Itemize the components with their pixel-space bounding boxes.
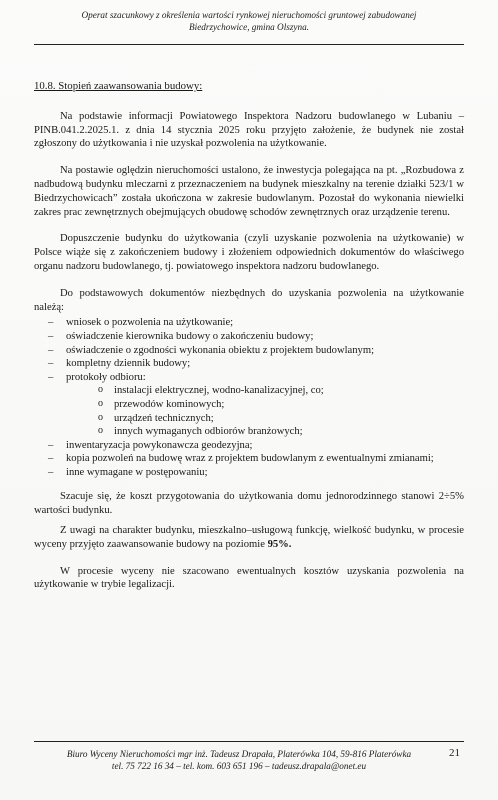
paragraph-7: W procesie wyceny nie szacowano ewentualnych kosztów uzyskania pozwolenia na użytkowanie w trybie legalizacji. xyxy=(34,565,464,591)
documents-list xyxy=(34,316,464,479)
list-item: – wniosek o pozwolenia na użytkowanie; xyxy=(48,316,464,330)
list-item: – oświadczenie kierownika budowy o zakończeniu budowy; xyxy=(48,330,464,344)
list-item: – kopia pozwoleń na budowę wraz z projektem budowlanym z ewentualnymi zmianami; xyxy=(48,452,464,466)
list-item xyxy=(48,371,464,439)
section-title: 10.8. Stopień zaawansowania budowy: xyxy=(34,80,203,92)
paragraph-1: Na podstawie informacji Powiatowego Inspektora Nadzoru budowlanego w Lubaniu – PINB.041.2.2025.1. z dnia 14 stycznia 2025 roku przyjęto założenie, że budynek nie został zgłoszony do użytkowania i nie uzyskał pozwolenia na użytkowanie. xyxy=(34,110,464,150)
header-line-2: Biedrzychowice, gmina Olszyna. xyxy=(189,21,309,32)
list-item: – oświadczenie o zgodności wykonania obiektu z projektem budowlanym; xyxy=(48,344,464,358)
list-item: – kompletny dziennik budowy; xyxy=(48,357,464,371)
header-divider xyxy=(34,44,464,45)
sub-list-item: o przewodów kominowych; xyxy=(98,398,464,412)
page-footer xyxy=(40,749,438,772)
footer-line-1: Biuro Wyceny Nieruchomości mgr inż. Tadeusz Drapała, Platerówka 104, 59-816 Platerówka xyxy=(66,749,412,759)
paragraph-4: Do podstawowych dokumentów niezbędnych do uzyskania pozwolenia na użytkowanie należą: xyxy=(34,287,464,313)
paragraph-5: Szacuje się, że koszt przygotowania do użytkowania domu jednorodzinnego stanowi 2÷5% wartości budynku. xyxy=(34,491,464,517)
sub-list-item: o instalacji elektrycznej, wodno-kanalizacyjnej, co; xyxy=(98,384,464,398)
header-line-1: Operat szacunkowy z określenia wartości rynkowej nieruchomości gruntowej zabudowanej xyxy=(81,10,417,20)
footer-line-2: tel. 75 722 16 34 – tel. kom. 603 651 196 – tadeusz.drapala@onet.eu xyxy=(111,760,367,771)
list-item: – inwentaryzacja powykonawcza geodezyjna; xyxy=(48,439,464,453)
paragraph-3: Dopuszczenie budynku do użytkowania (czyli uzyskanie pozwolenia na użytkowanie) w Polsce wiąże się z zakończeniem budowy i złożeniem odpowiednich dokumentów do właściwego organu nadzoru budowlanego, tj. powiatowego inspektora nadzoru budowlanego. xyxy=(34,233,464,272)
list-item-label: protokoły odbioru: xyxy=(66,371,146,383)
page-content xyxy=(34,80,464,605)
sub-list-item: o innych wymaganych odbiorów branżowych; xyxy=(98,425,464,439)
sub-list-item: o urządzeń technicznych; xyxy=(98,412,464,426)
paragraph-6-text: Z uwagi na charakter budynku, mieszkalno–usługową funkcję, wielkość budynku, w procesie wyceny przyjęto zaawansowanie budowy na poziomie xyxy=(34,525,464,550)
paragraph-2: Na postawie oględzin nieruchomości ustalono, że inwestycja polegająca na pt. „Rozbudowa z nadbudową budynku mleczarni z przeznaczeniem na budynek mieszkalny na terenie działki 523/1 w Biedrzychowicach” została ukończona w zakresie budowlanym. Pozostał do wykonania niewielki zakres prac zewnętrznych obejmujących obudowę schodów zewnętrznych oraz urządzenie terenu. xyxy=(34,165,464,218)
list-item: – inne wymagane w postępowaniu; xyxy=(48,466,464,480)
progress-percent: 95%. xyxy=(267,538,292,550)
page-header xyxy=(0,10,498,33)
page-number: 21 xyxy=(449,747,460,759)
footer-divider xyxy=(34,741,464,742)
paragraph-6 xyxy=(34,524,464,552)
sub-list xyxy=(66,384,464,438)
